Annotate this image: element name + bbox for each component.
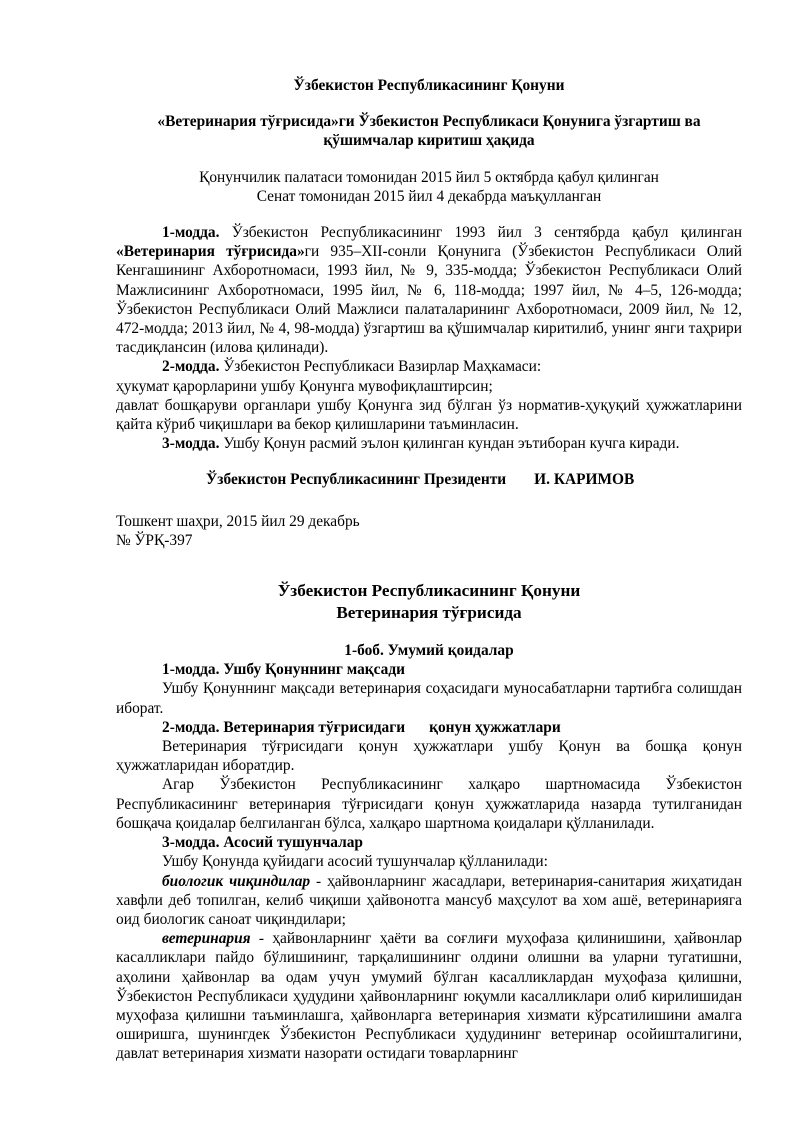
article-3-heading: 3-модда. Асосий тушунчалар <box>162 834 363 852</box>
article-2-item-2: давлат бошқаруви органлари ушбу Қонунга зид бўлган ўз норматив-ҳуқуқий ҳужжатларини қайта кўриб чиқишлари ва бекор қилишларини таъминласин. <box>116 396 742 434</box>
definition-text: - ҳайвонларнинг жасадлари, ветеринария-санитария жиҳатидан хавфли деб топилган, келиб чиқиши ҳайвонотга мансуб маҳсулот ва хом ашё, ветеринарияга оид биологик саноат чиқиндилари; <box>116 872 743 928</box>
heading-part: 2-модда. Ветеринария тўғрисидаги <box>162 718 406 736</box>
article-2-paragraph-1: Ветеринария тўғрисидаги қонун ҳужжатлари ушбу Қонун ва бошқа қонун ҳужжатларидан иборатдир. <box>116 738 742 775</box>
article-text: Ўзбекистон Республикаси Вазирлар Маҳкамаси: <box>219 358 542 376</box>
article-2-heading <box>116 718 742 737</box>
article-text: Ушбу Қонун расмий эълон қилинган кундан эътиборан кучга киради. <box>219 435 680 453</box>
article-2-item-1: ҳукумат қарорларини ушбу Қонунга мувофиқлаштирсин; <box>116 377 493 395</box>
amendment-article-1 <box>116 223 742 357</box>
amendment-title: «Ветеринария тўғрисида»ги Ўзбекистон Республикаси Қонунига ўзгартиш ва қўшимчалар киритиш ҳақида <box>157 113 701 150</box>
article-label: 3-модда. <box>162 435 220 453</box>
article-label: 2-модда. <box>162 358 220 376</box>
law-heading: Ўзбекистон Республикасининг Қонуни <box>277 581 581 601</box>
article-3-intro: Ушбу Қонунда қуйидаги асосий тушунчалар қўлланилади: <box>162 853 548 871</box>
heading-part: қонун ҳужжатлари <box>429 718 561 736</box>
article-1-heading: 1-модда. Ушбу Қонуннинг мақсади <box>162 661 406 679</box>
article-text: Ўзбекистон Республикасининг 1993 йил 3 сентябрда қабул қилинган <box>219 224 742 242</box>
signature-name: И. КАРИМОВ <box>534 471 635 489</box>
definition-text: - ҳайвонларнинг ҳаёти ва соғлиғи муҳофаза қилинишини, ҳайвонлар касалликлари пайдо бўлишининг, тарқалишининг олдини олишни ва уларни тугатишни, аҳолини ҳайвонлар ва одам учун умумий бўлган касалликлардан муҳофаза қилишни, Ўзбекистон Республикаси ҳудудини ҳайвонларнинг юқумли касалликлари олиб кирилишидан муҳофаза қилишни таъминлашга, ҳайвонларга ветеринария хизмати кўрсатилишини амалга оширишга, шунингдек Ўзбекистон Республикаси ҳудудининг ветеринар осойишталигини, давлат ветеринария хизмати назорати остидаги товарларнинг <box>116 930 742 1063</box>
amendment-article-3 <box>116 434 742 453</box>
article-label: 1-модда. <box>162 224 220 242</box>
chapter-heading: 1-боб. Умумий қоидалар <box>344 642 514 660</box>
amendment-article-2 <box>116 357 742 376</box>
signature-line <box>116 470 742 489</box>
adoption-line-senate: Сенат томонидан 2015 йил 4 декабрда маъқулланган <box>256 187 602 205</box>
definition-biological-waste <box>116 872 742 930</box>
adoption-line-chamber: Қонунчилик палатаси томонидан 2015 йил 5 октябрда қабул қилинган <box>199 168 659 186</box>
place-date: Тошкент шаҳри, 2015 йил 29 декабрь <box>116 512 360 530</box>
signature-title: Ўзбекистон Республикасининг Президенти <box>206 471 507 489</box>
article-text: ги 935–XII-сонли Қонунига (Ўзбекистон Республикаси Олий Кенгашининг Ахборотномаси, 1993 йил, № 9, 335-модда; Ўзбекистон Республикаси Олий Мажлисининг Ахборотномаси, 1995 йил, № 6, 118-модда; 1997 йил, № 4–5, 126-модда; Ўзбекистон Республикаси Олий Мажлиси палаталарининг Ахборотномаси, 2009 йил, № 12, 472-модда; 2013 йил, № 4, 98-модда) ўзгартиш ва қўшимчалар киритилиб, унинг янги таҳрири тасдиқлансин (илова қилинади). <box>116 243 742 357</box>
definition-term: биологик чиқиндилар <box>162 872 311 890</box>
law-number: № ЎРҚ-397 <box>116 531 193 549</box>
amendment-heading: Ўзбекистон Республикасининг Қонуни <box>293 77 565 94</box>
definition-term: ветеринария <box>162 930 251 948</box>
law-name: «Ветеринария тўғрисида» <box>116 243 305 261</box>
definition-veterinary <box>116 929 742 1063</box>
article-1-text: Ушбу Қонуннинг мақсади ветеринария соҳасидаги муносабатларни тартибга солишдан иборат. <box>116 680 742 717</box>
law-title: Ветеринария тўғрисида <box>336 603 522 623</box>
document-page <box>116 76 742 1064</box>
article-2-paragraph-2: Агар Ўзбекистон Республикасининг халқаро шартномасида Ўзбекистон Республикасининг ветеринария тўғрисидаги қонун ҳужжатларида назарда тутилганидан бошқача қоидалар белгиланган бўлса, халқаро шартнома қоидалари қўлланилади. <box>116 776 742 832</box>
